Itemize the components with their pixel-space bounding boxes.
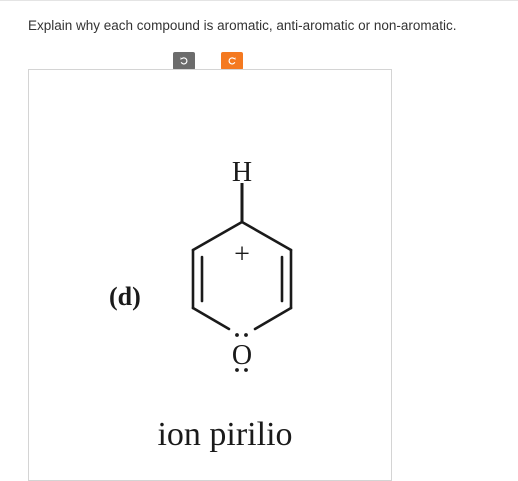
rotate-cw-icon xyxy=(227,56,237,66)
top-divider xyxy=(0,0,518,1)
oxygen-atom: O xyxy=(231,340,253,371)
rotate-left-button[interactable] xyxy=(173,52,195,70)
part-label: (d) xyxy=(109,282,141,311)
positive-charge: + xyxy=(234,239,250,270)
rotate-right-button[interactable] xyxy=(221,52,243,70)
pyrylium-structure-figure xyxy=(29,70,391,480)
figure-caption: ion pirilio xyxy=(157,416,293,453)
question-image xyxy=(28,69,392,481)
question-text: Explain why each compound is aromatic, anti-aromatic or non-aromatic. xyxy=(28,18,457,33)
hydrogen-atom: H xyxy=(231,157,253,188)
rotate-ccw-icon xyxy=(179,56,189,66)
